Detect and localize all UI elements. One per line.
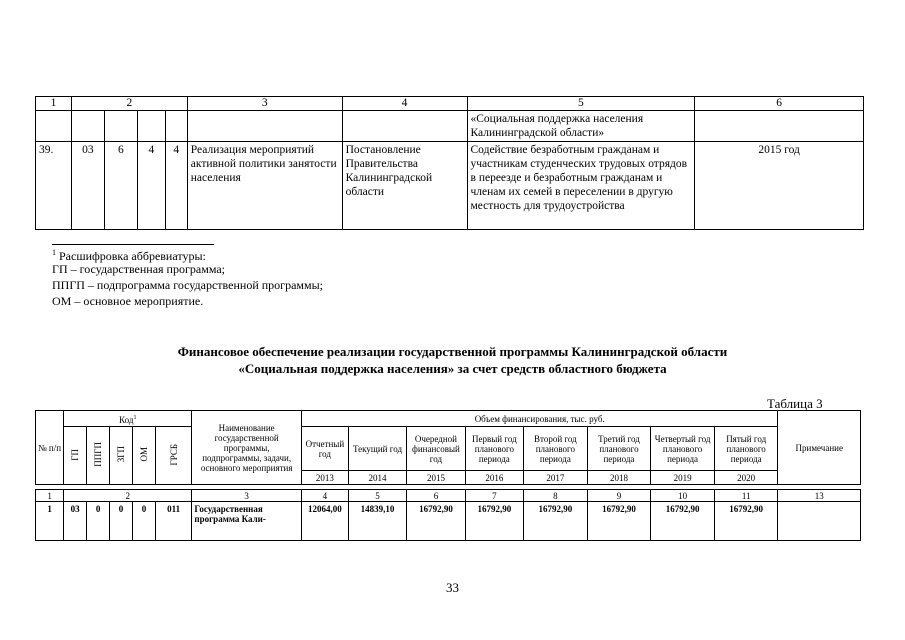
section-title-line1: Финансовое обеспечение реализации государственной программы Калининградской области (177, 344, 728, 359)
header-period: Третий год планового периода (587, 427, 651, 471)
header-period: Первый год планового периода (465, 427, 523, 471)
header-period: Текущий год (348, 427, 406, 471)
header-year: 2015 (407, 471, 465, 485)
header-code-sup: 1 (133, 414, 137, 421)
table-header-row (36, 411, 861, 427)
table-label: Таблица 3 (767, 396, 823, 411)
header-period: Второй год планового периода (524, 427, 588, 471)
header-code-ppgp: ППГП (87, 427, 110, 485)
table-row (36, 142, 864, 230)
value-cell: 16792,90 (587, 502, 651, 541)
header-year: 2013 (301, 471, 348, 485)
table-row (36, 111, 864, 142)
header-code-gp: ГП (64, 427, 87, 485)
col-number: 6 (407, 490, 465, 502)
section-title-line2: «Социальная поддержка населения» за счет средств областного бюджета (238, 361, 667, 376)
header-cell: 3 (187, 97, 342, 111)
value-cell: 16792,90 (465, 502, 523, 541)
header-year: 2020 (714, 471, 778, 485)
note-cell (778, 502, 861, 541)
measure-name: Реализация мероприятий активной политики занятости населения (187, 142, 342, 230)
footnote-line: ППГП – подпрограмма государственной программы; (52, 278, 323, 292)
footnote-title-text: Расшифровка аббревиатуры: (59, 249, 206, 263)
col-number: 3 (192, 490, 302, 502)
header-funding: Объем финансирования, тыс. руб. (301, 411, 778, 427)
continued-text: «Социальная поддержка населения Калининградской области» (467, 111, 695, 142)
footnote-line: ОМ – основное мероприятие. (52, 294, 204, 308)
col-number: 5 (348, 490, 406, 502)
col-number: 10 (651, 490, 715, 502)
header-cell: 6 (695, 97, 864, 111)
header-no: № п/п (36, 411, 64, 485)
code-ppgp: 6 (104, 142, 137, 230)
col-number: 9 (587, 490, 651, 502)
code-gp: 03 (71, 142, 104, 230)
code-cell: 0 (87, 502, 110, 541)
value-cell: 14839,10 (348, 502, 406, 541)
header-code-zgp: ЗГП (110, 427, 133, 485)
header-year: 2014 (348, 471, 406, 485)
header-year: 2019 (651, 471, 715, 485)
value-cell: 12064,00 (301, 502, 348, 541)
row-number: 39. (36, 142, 72, 230)
program-name: Государственная программа Кали- (192, 502, 302, 541)
col-number: 2 (64, 490, 192, 502)
footnote-mark: 1 (52, 248, 56, 257)
col-number: 7 (465, 490, 523, 502)
header-year: 2016 (465, 471, 523, 485)
header-code-grsb: ГРСБ (155, 427, 192, 485)
measure-year: 2015 год (695, 142, 864, 230)
col-number: 4 (301, 490, 348, 502)
value-cell: 16792,90 (651, 502, 715, 541)
funding-table (35, 410, 861, 541)
col-number: 8 (524, 490, 588, 502)
col-number: 11 (714, 490, 778, 502)
header-cell: 4 (342, 97, 467, 111)
code-cell: 011 (155, 502, 192, 541)
code-cell: 03 (64, 502, 87, 541)
measure-description: Содействие безработным гражданам и участникам студенческих трудовых отрядов в переезде и безработным гражданам и членам их семей в переселении в другую местность для трудоустройства (467, 142, 695, 230)
col-number: 13 (778, 490, 861, 502)
header-name: Наименование государственной программы, подпрограммы, задачи, основного мероприятия (192, 411, 302, 485)
page-number: 33 (446, 580, 459, 595)
column-number-row (36, 490, 861, 502)
row-number: 1 (36, 502, 64, 541)
header-year: 2017 (524, 471, 588, 485)
measures-table (35, 96, 864, 230)
header-code (64, 411, 192, 427)
value-cell: 16792,90 (714, 502, 778, 541)
header-period: Пятый год планового периода (714, 427, 778, 471)
code-col-b: 4 (165, 142, 187, 230)
header-cell: 2 (71, 97, 187, 111)
table-header-row (36, 97, 864, 111)
code-col-a: 4 (137, 142, 165, 230)
header-cell: 5 (467, 97, 695, 111)
code-cell: 0 (110, 502, 133, 541)
footnote-line: ГП – государственная программа; (52, 262, 225, 276)
header-year: 2018 (587, 471, 651, 485)
header-period: Отчетный год (301, 427, 348, 471)
header-period: Четвертый год планового периода (651, 427, 715, 471)
legal-document: Постановление Правительства Калининградской области (342, 142, 467, 230)
value-cell: 16792,90 (524, 502, 588, 541)
header-period: Очередной финансовый год (407, 427, 465, 471)
table-header-row (36, 427, 861, 471)
table-row (36, 502, 861, 541)
header-cell: 1 (36, 97, 72, 111)
header-note: Примечание (778, 411, 861, 485)
header-code-om: ОМ (132, 427, 155, 485)
code-cell: 0 (132, 502, 155, 541)
header-code-text: Код (119, 414, 134, 425)
value-cell: 16792,90 (407, 502, 465, 541)
col-number: 1 (36, 490, 64, 502)
